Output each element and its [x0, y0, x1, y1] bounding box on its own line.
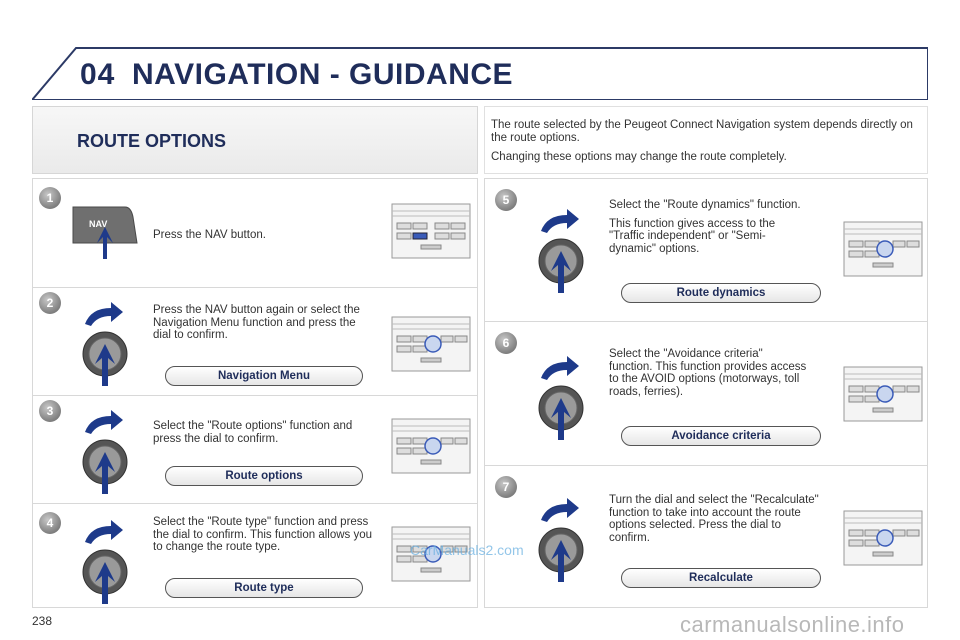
step-5 — [485, 179, 927, 321]
control-panel-thumbnail — [843, 510, 923, 566]
watermark-carmanualsonline: carmanualsonline.info — [680, 612, 905, 637]
route-type-button[interactable]: Route type — [165, 578, 363, 598]
step-number-badge: 7 — [495, 476, 517, 498]
control-panel-thumbnail — [391, 418, 471, 474]
avoidance-criteria-button[interactable]: Avoidance criteria — [621, 426, 821, 446]
step-1 — [33, 179, 477, 287]
step-2-text — [153, 304, 373, 348]
rotary-dial-icon — [77, 406, 137, 503]
recalculate-button[interactable]: Recalculate — [621, 568, 821, 588]
section-title: ROUTE OPTIONS — [77, 131, 227, 151]
section-title-box — [32, 106, 478, 174]
step-4-text — [153, 516, 373, 560]
step-number-badge: 2 — [39, 292, 61, 314]
control-panel-thumbnail — [843, 221, 923, 277]
rotary-dial-icon — [533, 352, 593, 449]
step-number-badge: 5 — [495, 189, 517, 211]
rotary-dial-icon — [77, 298, 137, 395]
step-5-line-2: This function gives access to the "Traffic independent" or "Semi-dynamic" options. — [609, 217, 776, 255]
step-number-badge: 3 — [39, 400, 61, 422]
rotary-dial-icon — [533, 494, 593, 591]
step-6-line-1: Select the "Avoidance criteria" function. This function provides access to the AVOID options (motorways, toll roads, ferries). — [609, 348, 807, 398]
intro-line-2: Changing these options may change the route completely. — [491, 151, 787, 163]
step-3-line-1: Select the "Route options" function and press the dial to confirm. — [153, 420, 353, 445]
chapter-number: 04 — [80, 58, 116, 91]
chapter-header — [32, 44, 928, 100]
navigation-menu-button[interactable]: Navigation Menu — [165, 366, 363, 386]
intro-text — [484, 106, 928, 174]
step-3-text — [153, 420, 373, 451]
step-4-line-1: Select the "Route type" function and press the dial to confirm. This function allows you to change the route type. — [153, 516, 373, 553]
step-5-line-1: Select the "Route dynamics" function. — [609, 199, 801, 211]
watermark-carmanuals2: CarManuals2.com — [410, 542, 524, 558]
step-2 — [33, 287, 477, 395]
rotary-dial-icon — [533, 205, 593, 302]
nav-button-label: NAV — [89, 219, 108, 229]
control-panel-thumbnail — [391, 203, 471, 259]
route-dynamics-button[interactable]: Route dynamics — [621, 283, 821, 303]
page-number: 238 — [32, 614, 53, 628]
rotary-dial-icon — [77, 516, 137, 613]
step-7 — [485, 465, 927, 607]
control-panel-thumbnail — [843, 366, 923, 422]
nav-button-icon — [71, 203, 151, 266]
step-6-text — [609, 348, 809, 404]
step-5-text — [609, 199, 809, 261]
step-7-line-1: Turn the dial and select the "Recalculate" function to take into account the route options selected. Press the dial to confirm. — [609, 494, 819, 544]
step-6 — [485, 321, 927, 465]
step-number-badge: 4 — [39, 512, 61, 534]
step-1-text — [153, 229, 373, 248]
step-1-line-1: Press the NAV button. — [153, 229, 266, 241]
chapter-title: NAVIGATION - GUIDANCE — [132, 58, 514, 91]
step-7-text — [609, 494, 819, 550]
step-number-badge: 1 — [39, 187, 61, 209]
step-2-line-1: Press the NAV button again or select the Navigation Menu function and press the dial to confirm. — [153, 304, 360, 341]
route-options-button[interactable]: Route options — [165, 466, 363, 486]
step-3 — [33, 395, 477, 503]
intro-line-1: The route selected by the Peugeot Connect Navigation system depends directly on the route options. — [491, 119, 913, 144]
step-number-badge: 6 — [495, 332, 517, 354]
control-panel-thumbnail — [391, 316, 471, 372]
right-steps-panel — [484, 178, 928, 608]
